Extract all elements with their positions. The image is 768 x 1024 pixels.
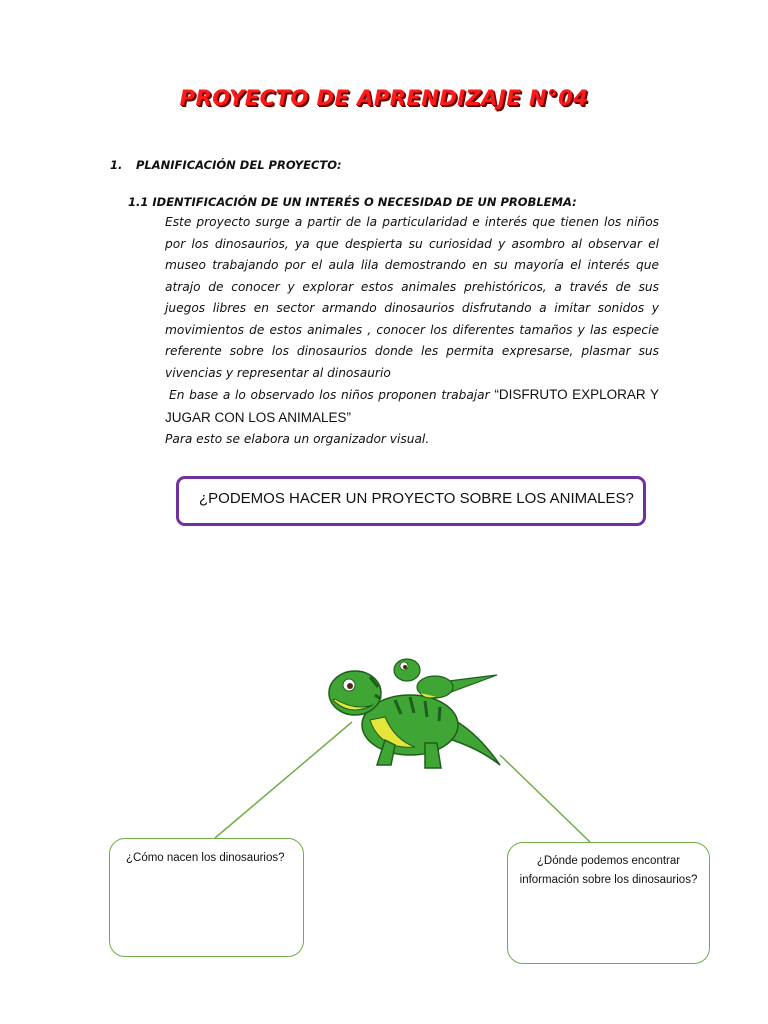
- right-question-box: ¿Dónde podemos encontrar información sobre los dinosaurios?: [507, 842, 710, 964]
- document-title: PROYECTO DE APRENDIZAJE N°04: [179, 86, 589, 110]
- dinosaur-illustration: [325, 655, 505, 780]
- right-connector-line: [500, 755, 590, 842]
- paragraph-2-intro: En base a lo observado los niños proponen trabajar: [169, 388, 490, 402]
- section-1-label: PLANIFICACIÓN DEL PROYECTO:: [136, 158, 342, 172]
- section-1-number: 1.: [110, 158, 123, 172]
- paragraph-1: Este proyecto surge a partir de la particularidad e interés que tienen los niños por los dinosaurios, ya que despierta su curiosidad y asombro al observar el museo trabajando por el aula lila demostrando en su mayoría el interés que atrajo de conocer y explorar estos animales prehistóricos, a través de sus juegos libres en sector armando dinosaurios disfrutando a imitar sonidos y movimientos de estos animales , conocer los diferentes tamaños y las especie referente sobre los dinosaurios donde les permita expresarse, plasmar sus vivencias y representar al dinosaurio: [165, 215, 659, 380]
- main-question-box: ¿PODEMOS HACER UN PROYECTO SOBRE LOS ANIMALES?: [176, 476, 646, 526]
- project-name: “DISFRUTO EXPLORAR Y JUGAR CON LOS ANIMALES”: [165, 387, 659, 425]
- paragraph-3: Para esto se elabora un organizador visual.: [165, 432, 430, 446]
- left-question-box: ¿Cómo nacen los dinosaurios?: [109, 838, 304, 957]
- section-1-1-heading: 1.1 IDENTIFICACIÓN DE UN INTERÉS O NECESIDAD DE UN PROBLEMA:: [128, 195, 577, 209]
